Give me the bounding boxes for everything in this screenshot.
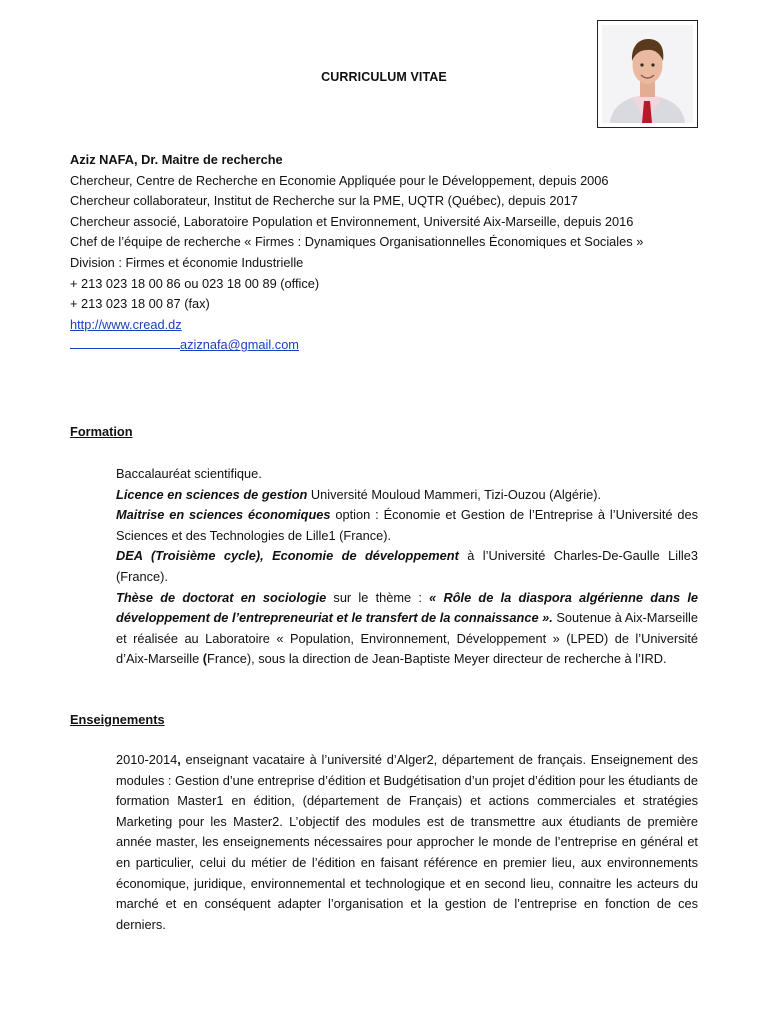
enseignements-heading: Enseignements bbox=[70, 712, 165, 727]
formation-licence bbox=[116, 485, 698, 506]
formation-heading: Formation bbox=[70, 424, 133, 439]
header-line: Chercheur collaborateur, Institut de Recherche sur la PME, UQTR (Québec), depuis 2017 bbox=[70, 193, 578, 209]
maitrise-title: Maitrise en sciences économiques bbox=[116, 507, 331, 523]
formation-these bbox=[116, 588, 698, 670]
these-title: Thèse de doctorat en sociologie bbox=[116, 589, 327, 605]
formation-bac: Baccalauréat scientifique. bbox=[116, 466, 262, 481]
contact-header bbox=[70, 150, 710, 356]
phone-office: + 213 023 18 00 86 ou 023 18 00 89 (office) bbox=[70, 275, 320, 291]
these-detail-end: France), sous la direction de Jean-Baptiste Meyer directeur de recherche à l’IRD. bbox=[207, 651, 667, 667]
enseignement-year: 2010-2014 bbox=[116, 752, 178, 767]
enseignement-text: enseignant vacataire à l’université d’Alger2, département de français. Enseignement des modules : Gestion d’une entreprise d’édition et Budgétisation d’un projet d’édition pour les étudiants de formation Master1 en édition, (département de Français) et actions commerciales et stratégies Marketing pour les Master2. L’objectif des modules est de transmettre aux étudiants de première année master, les enseignements nécessaires pour approcher le monde de l’entreprise en général et en particulier, celui du métier de l’édition en faisant référence en premier lieu, aux environnements économique, juridique, environnemental et technologique et en second lieu, connaitre les acteurs du marché et en conséquent adapter l’organisation et la gestion de l’entreprise en fonction de ces derniers. bbox=[116, 752, 698, 932]
these-paren: ( bbox=[202, 651, 208, 667]
these-subject: « Rôle de la diaspora algérienne dans le développement de l’entrepreneuriat et le transfert de la connaissance ». bbox=[116, 589, 699, 626]
dea-detail: à l’Université Charles-De-Gaulle Lille3 (France). bbox=[116, 548, 698, 584]
formation-section bbox=[116, 464, 698, 670]
formation-maitrise bbox=[116, 505, 698, 546]
portrait-photo-icon bbox=[602, 25, 693, 123]
enseignements-section bbox=[116, 750, 698, 935]
formation-dea bbox=[116, 546, 698, 587]
portrait-photo-frame bbox=[597, 20, 698, 128]
phone-fax: + 213 023 18 00 87 (fax) bbox=[70, 296, 210, 312]
header-line: Chercheur associé, Laboratoire Population et Environnement, Université Aix-Marseille, depuis 2016 bbox=[70, 213, 634, 229]
website-link[interactable]: http://www.cread.dz bbox=[70, 316, 182, 332]
document-title: CURRICULUM VITAE bbox=[321, 70, 447, 84]
email-link[interactable]: aziznafa@gmail.com bbox=[180, 337, 299, 353]
licence-detail: Université Mouloud Mammeri, Tizi-Ouzou (Algérie). bbox=[307, 486, 602, 502]
enseignement-entry bbox=[116, 750, 698, 935]
enseignement-comma: , bbox=[177, 752, 181, 767]
header-line: Chef de l’équipe de recherche « Firmes : Dynamiques Organisationnelles Économiques et Sociales » bbox=[70, 234, 644, 250]
header-line: Chercheur, Centre de Recherche en Economie Appliquée pour le Développement, depuis 2006 bbox=[70, 172, 609, 188]
these-detail: Soutenue à Aix-Marseille et réalisée au Laboratoire « Population, Environnement, Développement » (LPED) de l’Université d’Aix-Marseille bbox=[116, 610, 698, 667]
header-line: Division : Firmes et économie Industrielle bbox=[70, 254, 304, 270]
licence-title: Licence en sciences de gestion bbox=[116, 486, 308, 502]
dea-title: DEA (Troisième cycle), Economie de développement bbox=[116, 548, 459, 564]
email-underline-pad bbox=[70, 336, 180, 349]
email-line bbox=[70, 335, 299, 356]
person-name: Aziz NAFA, Dr. Maitre de recherche bbox=[70, 152, 283, 167]
these-theme-label: sur le thème : bbox=[326, 589, 430, 605]
maitrise-detail: option : Économie et Gestion de l’Entreprise à l’Université des Sciences et des Technologies de Lille1 (France). bbox=[116, 507, 698, 543]
